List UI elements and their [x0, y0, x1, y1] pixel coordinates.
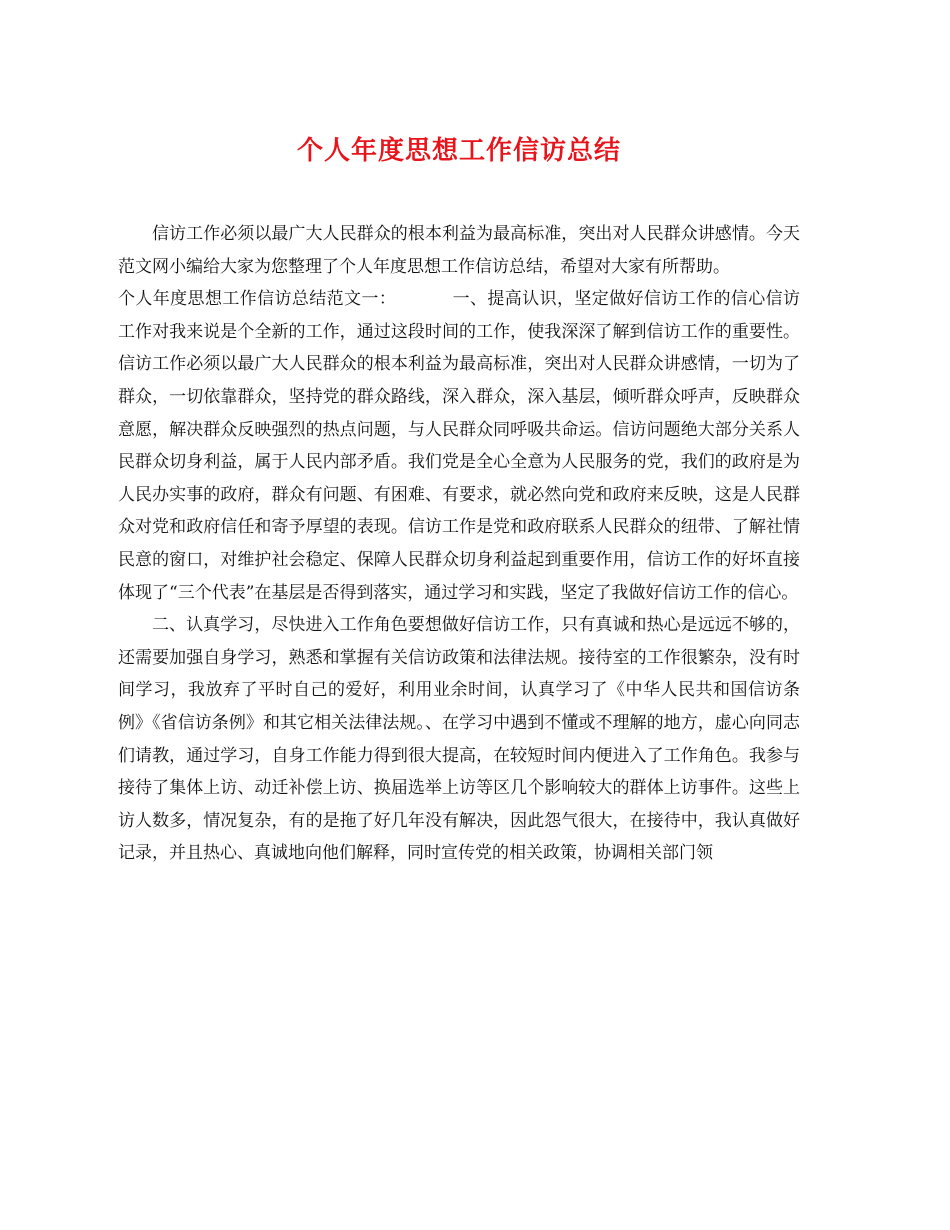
intro-paragraph: 信访工作必须以最广大人民群众的根本利益为最高标准，突出对人民群众讲感情。今天范文网小编给大家为您整理了个人年度思想工作信访总结，希望对大家有所帮助。 — [118, 224, 800, 277]
document-title: 个人年度思想工作信访总结 — [296, 136, 621, 166]
section-1-paragraph — [118, 283, 800, 609]
document-page — [118, 128, 800, 870]
section-2-paragraph: 二、认真学习，尽快进入工作角色要想做好信访工作，只有真诚和热心是远远不够的，还需要加强自身学习，熟悉和掌握有关信访政策和法律法规。接待室的工作很繁杂，没有时间学习，我放弃了平时自己的爱好，利用业余时间，认真学习了《中华人民共和国信访条例》《省信访条例》和其它相关法律法规。、在学习中遇到不懂或不理解的地方，虚心向同志们请教，通过学习，自身工作能力得到很大提高，在较短时间内便进入了工作角色。我参与接待了集体上访、动迁补偿上访、换届选举上访等区几个影响较大的群体上访事件。这些上访人数多，情况复杂，有的是拖了好几年没有解决，因此怨气很大，在接待中，我认真做好记录，并且热心、真诚地向他们解释，同时宣传党的相关政策，协调相关部门领 — [118, 615, 800, 864]
section-1-text: 一、提高认识，坚定做好信访工作的信心信访工作对我来说是个全新的工作，通过这段时间的工作，使我深深了解到信访工作的重要性。信访工作必须以最广大人民群众的根本利益为最高标准，突出对人民群众讲感情，一切为了群众，一切依靠群众，坚持党的群众路线，深入群众，深入基层，倾听群众呼声，反映群众意愿，解决群众反映强烈的热点问题，与人民群众同呼吸共命运。信访问题绝大部分关系人民群众切身利益，属于人民内部矛盾。我们党是全心全意为人民服务的党，我们的政府是为人民办实事的政府，群众有问题、有困难、有要求，就必然向党和政府来反映，这是人民群众对党和政府信任和寄予厚望的表现。信访工作是党和政府联系人民群众的纽带、了解社情民意的窗口，对维护社会稳定、保障人民群众切身利益起到重要作用，信访工作的好坏直接体现了“三个代表”在基层是否得到落实，通过学习和实践，坚定了我做好信访工作的信心。 — [118, 289, 801, 603]
section-1-heading: 个人年度思想工作信访总结范文一： — [118, 289, 397, 310]
